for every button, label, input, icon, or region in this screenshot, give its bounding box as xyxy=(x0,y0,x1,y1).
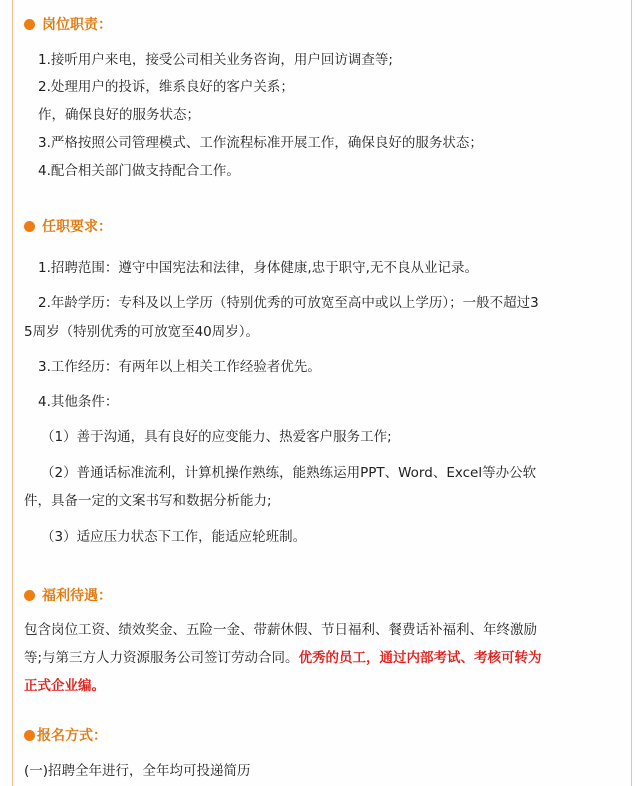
duty-item: 3.严格按照公司管理模式、工作流程标准开展工作，确保良好的服务状态； xyxy=(38,135,483,151)
condition-item-continued: 件，具备一定的文案书写和数据分析能力; xyxy=(24,493,272,509)
benefits-heading xyxy=(24,585,112,605)
apply-text: (一)招聘全年进行，全年均可投递简历 xyxy=(24,763,251,779)
bullet-dot-icon xyxy=(24,19,35,30)
requirement-item: 1.招聘范围：遵守中国宪法和法律，身体健康,忠于职守,无不良从业记录。 xyxy=(38,260,478,276)
benefits-title: 福利待遇： xyxy=(42,588,112,604)
benefits-contract-text: 等;与第三方人力资源服务公司签订劳动合同。 xyxy=(24,650,299,666)
condition-item: （3）适应压力状态下工作，能适应轮班制。 xyxy=(41,529,307,545)
requirement-item: 2.年龄学历：专科及以上学历（特别优秀的可放宽至高中或以上学历）；一般不超过3 xyxy=(38,295,539,311)
apply-heading xyxy=(24,725,107,745)
bullet-dot-icon xyxy=(24,221,35,232)
requirement-item-continued: 5周岁（特别优秀的可放宽至40周岁）。 xyxy=(24,324,260,340)
duty-item: 1.接听用户来电，接受公司相关业务咨询，用户回访调查等; xyxy=(38,52,393,68)
requirements-heading xyxy=(24,216,112,236)
duty-item: 2.处理用户的投诉，维系良好的客户关系； xyxy=(38,79,294,95)
duty-item: 4.配合相关部门做支持配合工作。 xyxy=(38,163,240,179)
benefits-highlight-continued: 正式企业编。 xyxy=(24,678,105,694)
benefits-text: 包含岗位工资、绩效奖金、五险一金、带薪休假、节日福利、餐费话补福利、年终激励 xyxy=(24,622,537,638)
duty-item: 作，确保良好的服务状态； xyxy=(38,107,200,123)
benefits-text xyxy=(24,649,542,667)
duties-heading xyxy=(24,14,112,34)
requirement-item: 3.工作经历：有两年以上相关工作经验者优先。 xyxy=(38,359,321,375)
bullet-dot-icon xyxy=(24,590,35,601)
requirement-item: 4.其他条件： xyxy=(38,394,119,410)
benefits-highlight: 优秀的员工，通过内部考试、考核可转为 xyxy=(298,650,542,666)
condition-item: （1）善于沟通，具有良好的应变能力、热爱客户服务工作; xyxy=(41,429,392,445)
bullet-dot-icon xyxy=(24,730,35,741)
apply-title: 报名方式： xyxy=(37,728,107,744)
condition-item: （2）普通话标准流利，计算机操作熟练，能熟练运用PPT、Word、Excel等办公软 xyxy=(41,465,537,481)
duties-title: 岗位职责： xyxy=(42,17,112,33)
requirements-title: 任职要求： xyxy=(42,219,112,235)
